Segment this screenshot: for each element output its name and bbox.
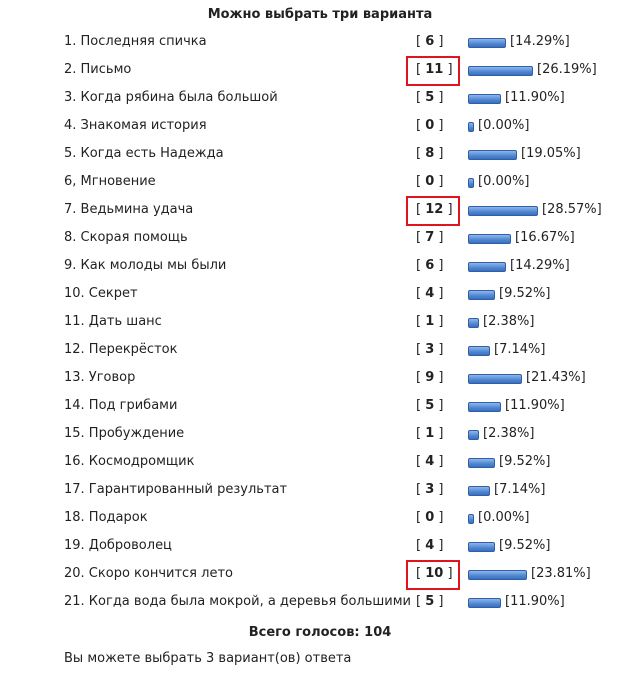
poll-option-label: 7. Ведьмина удача xyxy=(64,202,194,217)
poll-vote-count: [ 6 ] xyxy=(416,258,444,273)
poll-percent: [19.05%] xyxy=(521,146,581,161)
poll-row xyxy=(0,58,640,86)
poll-percent: [0.00%] xyxy=(478,118,530,133)
poll-vote-count: [ 4 ] xyxy=(416,454,444,469)
poll-option-label: 10. Секрет xyxy=(64,286,138,301)
poll-result-bar xyxy=(468,122,474,132)
poll-vote-count: [ 5 ] xyxy=(416,398,444,413)
poll-result-bar xyxy=(468,66,533,76)
poll-vote-count-value: 3 xyxy=(425,342,435,357)
poll-vote-count-value: 7 xyxy=(425,230,435,245)
poll-vote-count-value: 12 xyxy=(425,202,444,217)
highlight-box xyxy=(406,196,460,226)
poll-row xyxy=(0,366,640,394)
poll-vote-count: [ 0 ] xyxy=(416,510,444,525)
poll-result-bar xyxy=(468,374,522,384)
poll-vote-count-value: 9 xyxy=(425,370,435,385)
poll-vote-count-value: 8 xyxy=(425,146,435,161)
poll-vote-count: [ 9 ] xyxy=(416,370,444,385)
poll-vote-count: [ 1 ] xyxy=(416,314,444,329)
poll-option-label: 18. Подарок xyxy=(64,510,148,525)
poll-option-label: 17. Гарантированный результат xyxy=(64,482,288,497)
poll-vote-count-value: 4 xyxy=(425,286,435,301)
poll-vote-count: [ 4 ] xyxy=(416,538,444,553)
poll-percent: [0.00%] xyxy=(478,174,530,189)
poll-option-label: 4. Знакомая история xyxy=(64,118,207,133)
poll-vote-count: [ 6 ] xyxy=(416,34,444,49)
poll-row xyxy=(0,562,640,590)
poll-vote-count: [ 12 ] xyxy=(416,202,453,217)
poll-vote-count-value: 6 xyxy=(425,258,435,273)
poll-option-label: 20. Скоро кончится лето xyxy=(64,566,233,581)
poll-vote-count: [ 11 ] xyxy=(416,62,453,77)
poll-result-bar xyxy=(468,514,474,524)
poll-percent: [11.90%] xyxy=(505,90,565,105)
poll-vote-count-value: 4 xyxy=(425,538,435,553)
poll-result-bar xyxy=(468,598,501,608)
poll-vote-count-value: 11 xyxy=(425,62,444,77)
poll-percent: [2.38%] xyxy=(483,314,535,329)
poll-percent: [0.00%] xyxy=(478,510,530,525)
poll-vote-count-value: 5 xyxy=(425,594,435,609)
poll-vote-count-value: 0 xyxy=(425,510,435,525)
poll-row xyxy=(0,478,640,506)
poll-vote-count: [ 4 ] xyxy=(416,286,444,301)
poll-vote-count-value: 1 xyxy=(425,314,435,329)
poll-vote-count-value: 10 xyxy=(425,566,444,581)
poll-percent: [28.57%] xyxy=(542,202,602,217)
poll-option-label: 12. Перекрёсток xyxy=(64,342,178,357)
poll-row xyxy=(0,254,640,282)
poll-row xyxy=(0,450,640,478)
poll-option-label: 6, Мгновение xyxy=(64,174,156,189)
poll-option-label: 5. Когда есть Надежда xyxy=(64,146,224,161)
poll-vote-count-value: 0 xyxy=(425,118,435,133)
poll-percent: [23.81%] xyxy=(531,566,591,581)
poll-result-bar xyxy=(468,178,474,188)
poll-row xyxy=(0,310,640,338)
poll-row xyxy=(0,506,640,534)
highlight-box xyxy=(406,560,460,590)
poll-option-label: 16. Космодромщик xyxy=(64,454,195,469)
poll-result-bar xyxy=(468,570,527,580)
poll-vote-count: [ 3 ] xyxy=(416,342,444,357)
poll-row xyxy=(0,422,640,450)
poll-vote-count: [ 0 ] xyxy=(416,174,444,189)
poll-percent: [21.43%] xyxy=(526,370,586,385)
choice-limit-note: Вы можете выбрать 3 вариант(ов) ответа xyxy=(64,651,352,666)
poll-row xyxy=(0,534,640,562)
poll-percent: [9.52%] xyxy=(499,454,551,469)
poll-row xyxy=(0,394,640,422)
poll-row xyxy=(0,226,640,254)
poll-option-label: 1. Последняя спичка xyxy=(64,34,207,49)
poll-percent: [14.29%] xyxy=(510,258,570,273)
poll-result-bar xyxy=(468,542,495,552)
poll-title: Можно выбрать три варианта xyxy=(207,7,433,22)
poll-option-label: 11. Дать шанс xyxy=(64,314,162,329)
poll-option-label: 8. Скорая помощь xyxy=(64,230,188,245)
poll-result-bar xyxy=(468,94,501,104)
total-votes: Всего голосов: 104 xyxy=(248,625,392,640)
poll-percent: [9.52%] xyxy=(499,286,551,301)
poll-percent: [16.67%] xyxy=(515,230,575,245)
poll-vote-count: [ 3 ] xyxy=(416,482,444,497)
poll-vote-count-value: 4 xyxy=(425,454,435,469)
poll-percent: [2.38%] xyxy=(483,426,535,441)
poll-percent: [14.29%] xyxy=(510,34,570,49)
poll-result-bar xyxy=(468,318,479,328)
poll-result-bar xyxy=(468,262,506,272)
poll-percent: [7.14%] xyxy=(494,342,546,357)
poll-option-label: 9. Как молоды мы были xyxy=(64,258,227,273)
poll-result-bar xyxy=(468,150,517,160)
poll-vote-count: [ 5 ] xyxy=(416,90,444,105)
poll-option-label: 13. Уговор xyxy=(64,370,136,385)
poll-vote-count: [ 8 ] xyxy=(416,146,444,161)
poll-row xyxy=(0,30,640,58)
poll-row xyxy=(0,338,640,366)
poll-row xyxy=(0,142,640,170)
poll-vote-count-value: 0 xyxy=(425,174,435,189)
poll-result-bar xyxy=(468,290,495,300)
poll-option-label: 19. Доброволец xyxy=(64,538,172,553)
poll-percent: [11.90%] xyxy=(505,398,565,413)
poll-option-label: 15. Пробуждение xyxy=(64,426,185,441)
poll-result-bar xyxy=(468,206,538,216)
poll-percent: [26.19%] xyxy=(537,62,597,77)
poll-result-bar xyxy=(468,402,501,412)
poll-row xyxy=(0,170,640,198)
highlight-box xyxy=(406,56,460,86)
poll-percent: [7.14%] xyxy=(494,482,546,497)
poll-result-bar xyxy=(468,38,506,48)
poll-vote-count: [ 1 ] xyxy=(416,426,444,441)
poll-vote-count: [ 7 ] xyxy=(416,230,444,245)
poll-results xyxy=(0,30,640,618)
poll-vote-count-value: 5 xyxy=(425,398,435,413)
poll-vote-count-value: 3 xyxy=(425,482,435,497)
poll-vote-count: [ 0 ] xyxy=(416,118,444,133)
poll-result-bar xyxy=(468,234,511,244)
poll-row xyxy=(0,282,640,310)
poll-row xyxy=(0,590,640,618)
poll-percent: [11.90%] xyxy=(505,594,565,609)
poll-row xyxy=(0,198,640,226)
poll-result-bar xyxy=(468,486,490,496)
poll-option-label: 3. Когда рябина была большой xyxy=(64,90,278,105)
poll-row xyxy=(0,86,640,114)
poll-vote-count: [ 5 ] xyxy=(416,594,444,609)
poll-option-label: 2. Письмо xyxy=(64,62,132,77)
poll-result-bar xyxy=(468,346,490,356)
poll-vote-count-value: 5 xyxy=(425,90,435,105)
poll-vote-count-value: 6 xyxy=(425,34,435,49)
poll-percent: [9.52%] xyxy=(499,538,551,553)
poll-row xyxy=(0,114,640,142)
poll-vote-count-value: 1 xyxy=(425,426,435,441)
poll-result-bar xyxy=(468,458,495,468)
poll-option-label: 14. Под грибами xyxy=(64,398,178,413)
poll-vote-count: [ 10 ] xyxy=(416,566,453,581)
poll-option-label: 21. Когда вода была мокрой, а деревья большими xyxy=(64,594,411,609)
poll-result-bar xyxy=(468,430,479,440)
